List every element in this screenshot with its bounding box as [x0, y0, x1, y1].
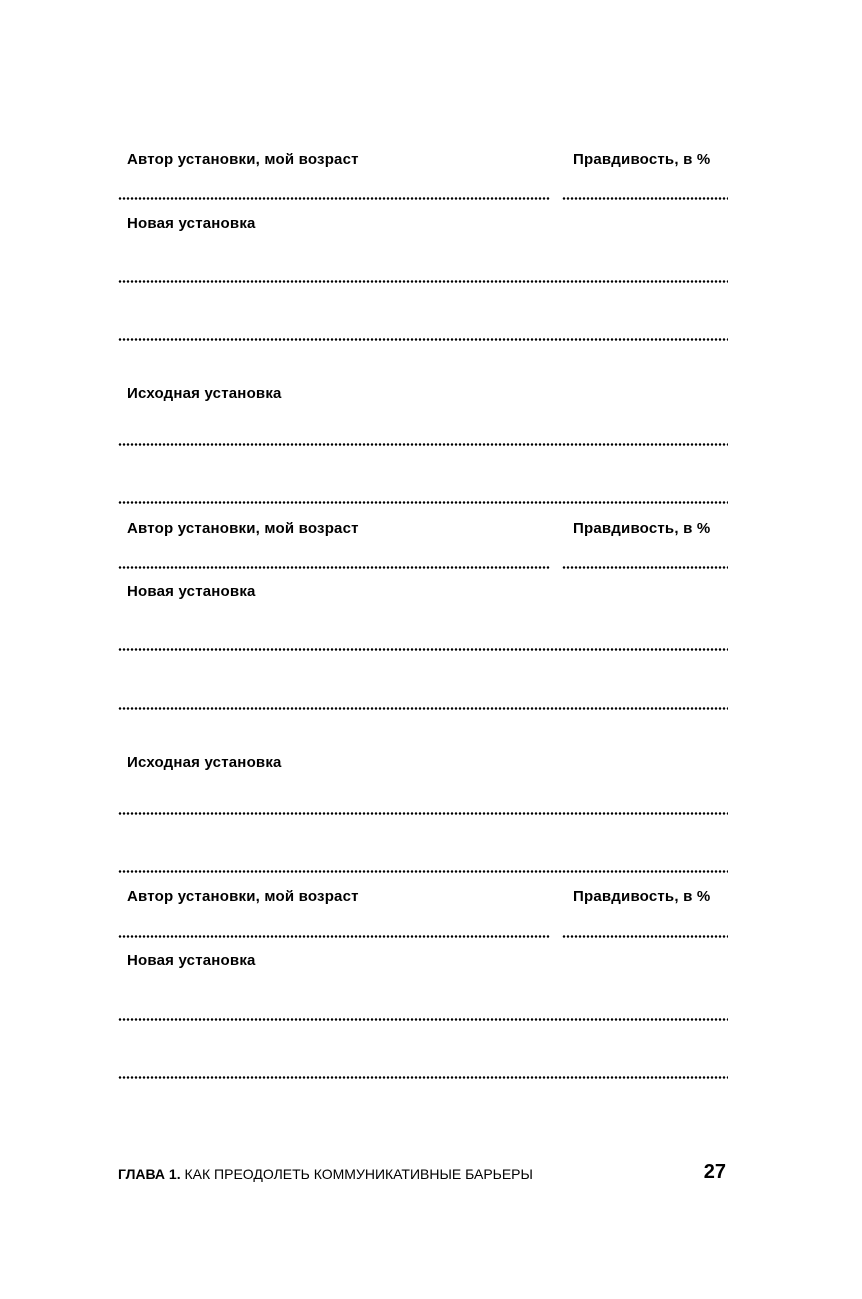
new-setting-line-2[interactable] [118, 1076, 728, 1079]
new-setting-line-1[interactable] [118, 1018, 728, 1021]
original-setting-label: Исходная установка [127, 385, 282, 402]
truth-entry-line[interactable] [562, 197, 728, 200]
truth-label: Правдивость, в % [573, 888, 711, 905]
author-label: Автор установки, мой возраст [127, 151, 359, 168]
author-label: Автор установки, мой возраст [127, 520, 359, 537]
new-setting-label: Новая установка [127, 583, 256, 600]
new-setting-line-1[interactable] [118, 280, 728, 283]
truth-label: Правдивость, в % [573, 151, 711, 168]
original-setting-line-1[interactable] [118, 443, 728, 446]
original-setting-line-2[interactable] [118, 870, 728, 873]
author-entry-line[interactable] [118, 566, 550, 569]
new-setting-label: Новая установка [127, 215, 256, 232]
original-setting-line-2[interactable] [118, 501, 728, 504]
new-setting-label: Новая установка [127, 952, 256, 969]
new-setting-line-2[interactable] [118, 707, 728, 710]
author-entry-line[interactable] [118, 935, 550, 938]
running-footer [118, 1166, 533, 1182]
new-setting-line-2[interactable] [118, 338, 728, 341]
truth-entry-line[interactable] [562, 566, 728, 569]
truth-entry-line[interactable] [562, 935, 728, 938]
original-setting-label: Исходная установка [127, 754, 282, 771]
original-setting-line-1[interactable] [118, 812, 728, 815]
truth-label: Правдивость, в % [573, 520, 711, 537]
chapter-title: КАК ПРЕОДОЛЕТЬ КОММУНИКАТИВНЫЕ БАРЬЕРЫ [184, 1166, 533, 1182]
author-label: Автор установки, мой возраст [127, 888, 359, 905]
new-setting-line-1[interactable] [118, 648, 728, 651]
author-entry-line[interactable] [118, 197, 550, 200]
page-number: 27 [703, 1161, 726, 1183]
chapter-number: ГЛАВА 1. [118, 1166, 181, 1182]
